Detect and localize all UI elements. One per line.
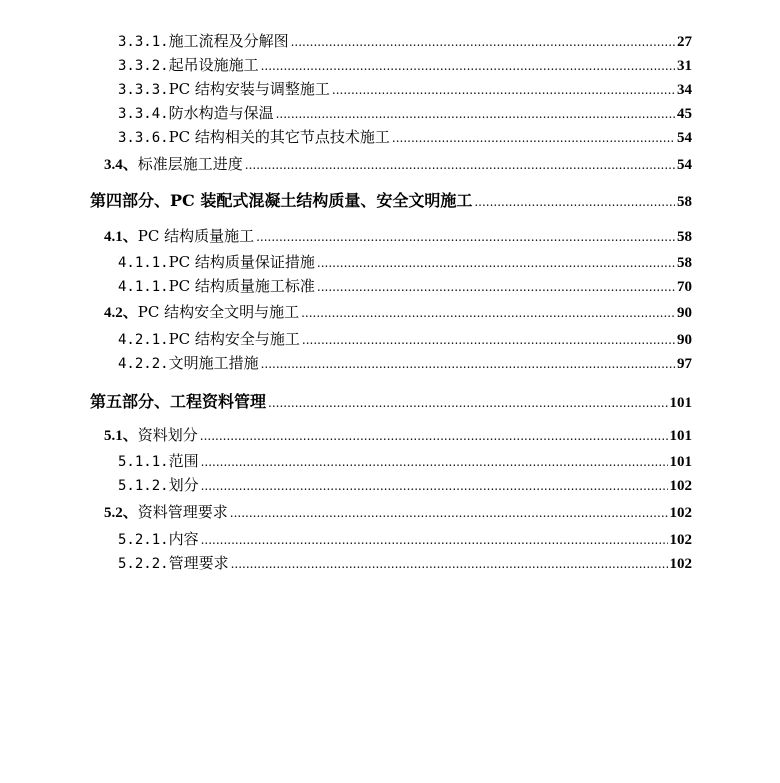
toc-entry-title: 资料划分: [137, 426, 198, 444]
toc-entry-number: 4.2、: [104, 305, 138, 321]
toc-entry-page: 90: [677, 305, 692, 321]
toc-entry-page: 101: [669, 395, 692, 411]
toc-entry-title: 标准层施工进度: [137, 155, 243, 173]
toc-entry-page: 90: [677, 332, 692, 348]
toc-entry[interactable]: [0, 423, 780, 447]
toc-entry-number: 4.1、: [104, 229, 138, 245]
dot-leader: [256, 225, 675, 249]
dot-leader: [317, 275, 675, 299]
dot-leader: [302, 328, 675, 352]
toc-entry-title: 划分: [168, 476, 199, 494]
toc-entry[interactable]: [0, 189, 780, 213]
toc-entry-page: 101: [669, 454, 692, 470]
toc-entry[interactable]: [0, 473, 780, 497]
toc-entry-title: 第四部分、PC 装配式混凝土结构质量、安全文明施工: [90, 191, 473, 210]
dot-leader: [317, 251, 675, 275]
toc-entry-title: PC 结构安全与施工: [168, 330, 300, 348]
toc-entry-title: 第五部分、工程资料管理: [90, 392, 267, 411]
dot-leader: [474, 190, 675, 214]
toc-entry[interactable]: [0, 53, 780, 77]
toc-entry[interactable]: [0, 29, 780, 53]
dot-leader: [332, 78, 675, 102]
toc-entry-number: 5.2、: [104, 505, 138, 521]
toc-entry-page: 102: [669, 556, 692, 572]
dot-leader: [245, 153, 675, 177]
toc-entry-title: 内容: [168, 530, 199, 548]
toc-entry-page: 31: [677, 58, 692, 74]
toc-entry-title: 资料管理要求: [137, 503, 228, 521]
toc-entry-title: PC 结构安装与调整施工: [168, 80, 330, 98]
toc-entry[interactable]: [0, 300, 780, 324]
toc-entry-title: PC 结构质量施工: [137, 227, 255, 245]
toc-entry[interactable]: [0, 274, 780, 298]
toc-entry[interactable]: [0, 500, 780, 524]
toc-entry[interactable]: [0, 224, 780, 248]
toc-entry-title: 管理要求: [168, 554, 229, 572]
toc-entry[interactable]: [0, 551, 780, 575]
toc-entry-title: 范围: [168, 452, 199, 470]
toc-entry-page: 70: [677, 279, 692, 295]
toc-entry-number: 5.2.1.: [118, 532, 169, 548]
dot-leader: [201, 450, 668, 474]
dot-leader: [201, 474, 668, 498]
toc-entry-page: 102: [669, 532, 692, 548]
toc-entry-number: 3.3.3.: [118, 82, 169, 98]
toc-entry-title: PC 结构安全文明与施工: [137, 303, 300, 321]
toc-entry-title: 施工流程及分解图: [168, 32, 289, 50]
toc-entry-number: 3.4、: [104, 157, 138, 173]
toc-entry-page: 45: [677, 106, 692, 122]
toc-entry[interactable]: [0, 125, 780, 149]
toc-entry-number: 3.3.4.: [118, 106, 169, 122]
toc-entry-page: 27: [677, 34, 692, 50]
dot-leader: [276, 102, 675, 126]
toc-entry-page: 54: [677, 130, 692, 146]
toc-entry-page: 97: [677, 356, 692, 372]
dot-leader: [231, 552, 668, 576]
toc-entry-page: 102: [669, 505, 692, 521]
toc-entry-title: PC 结构质量保证措施: [168, 253, 315, 271]
toc-entry-page: 102: [669, 478, 692, 494]
toc-entry-number: 3.3.6.: [118, 130, 169, 146]
toc-entry-number: 5.2.2.: [118, 556, 169, 572]
toc-entry-number: 4.1.1.: [118, 255, 169, 271]
dot-leader: [261, 352, 675, 376]
toc-entry-number: 5.1.1.: [118, 454, 169, 470]
toc-entry-page: 58: [677, 229, 692, 245]
toc-entry-title: PC 结构相关的其它节点技术施工: [168, 128, 390, 146]
toc-entry-number: 5.1、: [104, 428, 138, 444]
dot-leader: [200, 424, 668, 448]
toc-entry-number: 3.3.2.: [118, 58, 169, 74]
dot-leader: [230, 501, 668, 525]
toc-entry[interactable]: [0, 250, 780, 274]
toc-entry[interactable]: [0, 327, 780, 351]
dot-leader: [261, 54, 675, 78]
toc-entry-number: 5.1.2.: [118, 478, 169, 494]
toc-entry-title: 防水构造与保温: [168, 104, 274, 122]
toc-entry-page: 34: [677, 82, 692, 98]
dot-leader: [301, 301, 675, 325]
toc-entry[interactable]: [0, 390, 780, 414]
dot-leader: [201, 528, 668, 552]
toc-entry[interactable]: [0, 152, 780, 176]
toc-entry-page: 58: [677, 255, 692, 271]
toc-entry-number: 4.2.1.: [118, 332, 169, 348]
toc-entry[interactable]: [0, 77, 780, 101]
toc-entry-page: 54: [677, 157, 692, 173]
toc-entry-page: 101: [669, 428, 692, 444]
toc-entry-number: 4.1.1.: [118, 279, 169, 295]
toc-entry[interactable]: [0, 527, 780, 551]
toc-entry-number: 4.2.2.: [118, 356, 169, 372]
toc-entry-number: 3.3.1.: [118, 34, 169, 50]
toc-entry-title: 起吊设施施工: [168, 56, 259, 74]
toc-entry[interactable]: [0, 449, 780, 473]
toc-entry-title: PC 结构质量施工标准: [168, 277, 315, 295]
dot-leader: [392, 126, 675, 150]
toc-entry[interactable]: [0, 101, 780, 125]
toc-entry-title: 文明施工措施: [168, 354, 259, 372]
dot-leader: [268, 391, 667, 415]
toc-entry[interactable]: [0, 351, 780, 375]
toc-entry-page: 58: [677, 194, 692, 210]
dot-leader: [291, 30, 675, 54]
